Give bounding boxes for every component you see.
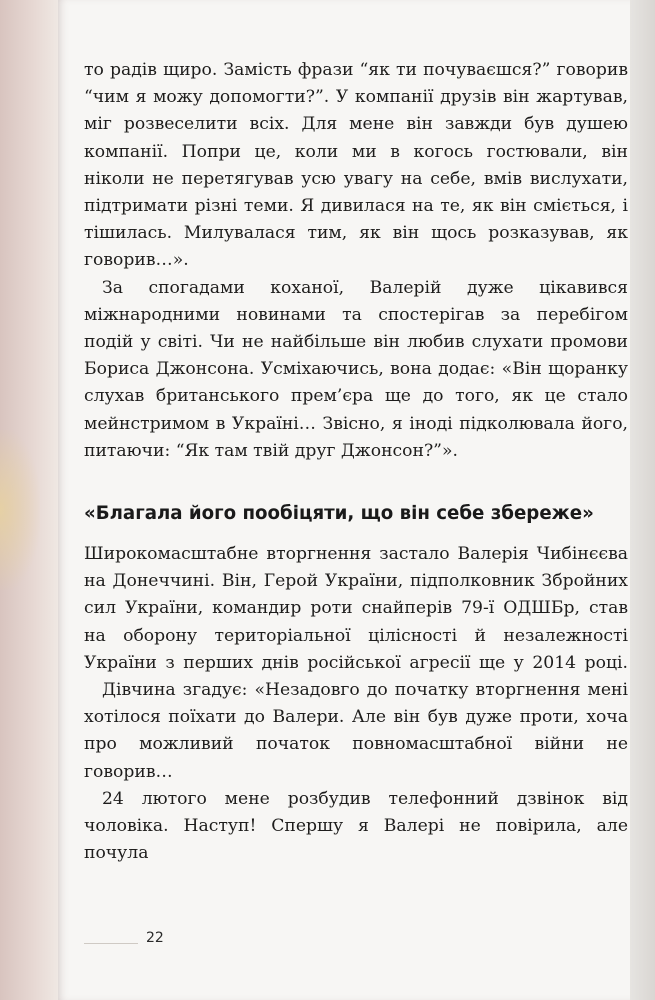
paragraph-5: 24 лютого мене розбудив телефонний дзвінок від чоловіка. Наступ! Спершу я Валері не повірила, але почула xyxy=(84,788,628,864)
section-heading: «Благала його пообіцяти, що він себе збереже» xyxy=(84,503,594,525)
paragraph-1: то радів щиро. Замість фрази “як ти почуваєшся?” говорив “чим я можу допомогти?”. У компанії друзів він жартував, міг розвеселити всіх. Для мене він завжди був душею компанії. Попри це, коли ми в когось гостювали, він ніколи не перетягував усю увагу на себе, вмів вислухати, підтримати різні теми. Я дивилася на те, як він сміється, і тішилась. Милувалася тим, як він щось розказував, як говорив…». xyxy=(84,60,628,271)
page-number: 22 xyxy=(146,930,164,946)
page-edge-shadow xyxy=(0,430,40,590)
page-edge-right xyxy=(630,0,655,1000)
page-body xyxy=(84,57,628,867)
paragraph-4: Дівчина згадує: «Незадовго до початку вторгнення мені хотілося поїхати до Валери. Але він був дуже проти, хоча про можливий початок повномасштабної війни не говорив… xyxy=(84,680,628,782)
paragraph-3: Широкомасштабне вторгнення застало Валерія Чибінєєва на Донеччині. Він, Герой України, підполковник Збройних сил України, командир роти снайперів 79-ї ОДШБр, став на оборону територіальної цілісності й незалежності України з перших днів російської агресії ще у 2014 році. xyxy=(84,544,628,673)
paragraph-2: За спогадами коханої, Валерій дуже цікавився міжнародними новинами та спостерігав за перебігом подій у світі. Чи не найбільше він любив слухати промови Бориса Джонсона. Усміхаючись, вона додає: «Він щоранку слухав британського прем’єра ще до того, як це стало мейнстримом в Україні… Звісно, я іноді підколювала його, питаючи: “Як там твій друг Джонсон?”». xyxy=(84,277,628,461)
footer-rule xyxy=(84,943,138,944)
